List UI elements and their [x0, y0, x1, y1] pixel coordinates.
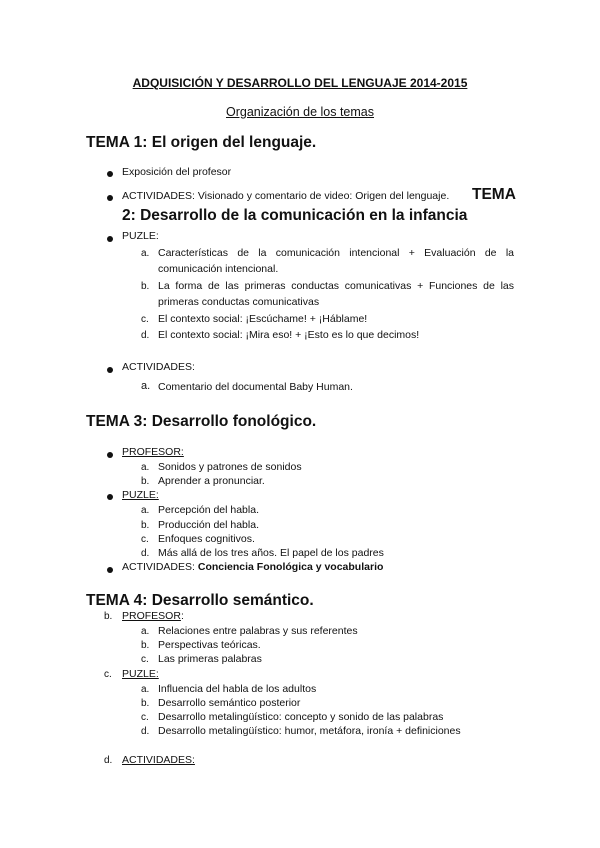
bullet-icon: [107, 195, 113, 201]
tema2-heading-part2: 2: Desarrollo de la comunicación en la infancia: [122, 207, 468, 224]
list-label: c.: [104, 669, 112, 680]
tema4-puzle-label: PUZLE:: [122, 668, 159, 680]
tema3-profesor-label: PROFESOR:: [122, 446, 184, 458]
list-label: d.: [141, 548, 150, 559]
tema4-profesor: [122, 610, 184, 622]
tema4-puzle-item: Desarrollo semántico posterior: [158, 697, 301, 709]
list-label: b.: [104, 611, 113, 622]
bullet-icon: [107, 171, 113, 177]
tema4-actividades-label: ACTIVIDADES:: [122, 754, 195, 766]
tema2-heading-part1: TEMA: [472, 186, 516, 203]
bullet-icon: [107, 567, 113, 573]
tema3-actividades-label: ACTIVIDADES:: [122, 561, 195, 573]
list-label: d.: [104, 755, 113, 766]
tema2-puzle-b-line2: primeras conductas comunicativas: [158, 296, 320, 308]
list-label: a.: [141, 462, 150, 473]
tema3-puzle-item: Más allá de los tres años. El papel de los padres: [158, 547, 384, 559]
tema4-profesor-label: PROFESOR: [122, 610, 181, 622]
tema2-actividades-a: Comentario del documental Baby Human.: [158, 381, 353, 393]
tema4-profesor-item: Las primeras palabras: [158, 653, 262, 665]
tema3-actividades-bold: Conciencia Fonológica y vocabulario: [197, 561, 384, 573]
tema4-profesor-item: Relaciones entre palabras y sus referentes: [158, 625, 358, 637]
list-label: b.: [141, 520, 150, 531]
tema4-profesor-colon: :: [180, 610, 184, 622]
tema4-puzle-item: Influencia del habla de los adultos: [158, 683, 317, 695]
tema1-heading: TEMA 1: El origen del lenguaje.: [86, 134, 317, 151]
tema4-puzle-item: Desarrollo metalingüístico: humor, metáfora, ironía + definiciones: [158, 725, 461, 737]
tema2-puzle-d: El contexto social: ¡Mira eso! + ¡Esto es lo que decimos!: [158, 329, 420, 341]
list-label: a.: [141, 684, 150, 695]
list-label: b.: [141, 281, 150, 292]
list-label: c.: [141, 654, 149, 665]
list-label: a.: [141, 505, 150, 516]
tema2-puzle-c: El contexto social: ¡Escúchame! + ¡Háblame!: [158, 313, 368, 325]
list-label: d.: [141, 330, 150, 341]
bullet-icon: [107, 236, 113, 242]
list-label: a.: [141, 248, 150, 259]
tema1-item-actividades: ACTIVIDADES: Visionado y comentario de video: Origen del lenguaje.: [122, 190, 450, 202]
tema3-puzle-label: PUZLE:: [122, 489, 159, 501]
tema2-actividades-label: ACTIVIDADES:: [122, 361, 195, 373]
tema2-puzle-a-line2: comunicación intencional.: [158, 263, 279, 275]
list-label: b.: [141, 698, 150, 709]
bullet-icon: [107, 367, 113, 373]
tema2-puzle-label: PUZLE:: [122, 230, 159, 242]
bullet-icon: [107, 494, 113, 500]
bullet-icon: [107, 452, 113, 458]
tema2-puzle-a-line1: Características de la comunicación intencional + Evaluación de la: [158, 247, 514, 259]
list-label: a.: [141, 380, 151, 392]
tema3-profesor-item: Sonidos y patrones de sonidos: [158, 461, 302, 473]
list-label: a.: [141, 626, 150, 637]
tema3-puzle-item: Producción del habla.: [158, 519, 259, 531]
tema3-actividades: [122, 561, 383, 573]
list-label: c.: [141, 314, 149, 325]
tema3-profesor-item: Aprender a pronunciar.: [158, 475, 265, 487]
list-label: d.: [141, 726, 150, 737]
document-title: ADQUISICIÓN Y DESARROLLO DEL LENGUAJE 2014-2015: [132, 76, 468, 90]
list-label: b.: [141, 640, 150, 651]
list-label: c.: [141, 534, 149, 545]
list-label: b.: [141, 476, 150, 487]
tema2-puzle-b-line1: La forma de las primeras conductas comunicativas + Funciones de las: [158, 280, 514, 292]
tema3-puzle-item: Percepción del habla.: [158, 504, 259, 516]
tema3-puzle-item: Enfoques cognitivos.: [158, 533, 255, 545]
tema3-heading: TEMA 3: Desarrollo fonológico.: [86, 413, 317, 430]
list-label: c.: [141, 712, 149, 723]
tema4-puzle-item: Desarrollo metalingüístico: concepto y sonido de las palabras: [158, 711, 444, 723]
tema4-heading: TEMA 4: Desarrollo semántico.: [86, 592, 314, 609]
document-subtitle: Organización de los temas: [226, 105, 374, 119]
tema4-profesor-item: Perspectivas teóricas.: [158, 639, 261, 651]
tema1-item-exposicion: Exposición del profesor: [122, 166, 232, 178]
